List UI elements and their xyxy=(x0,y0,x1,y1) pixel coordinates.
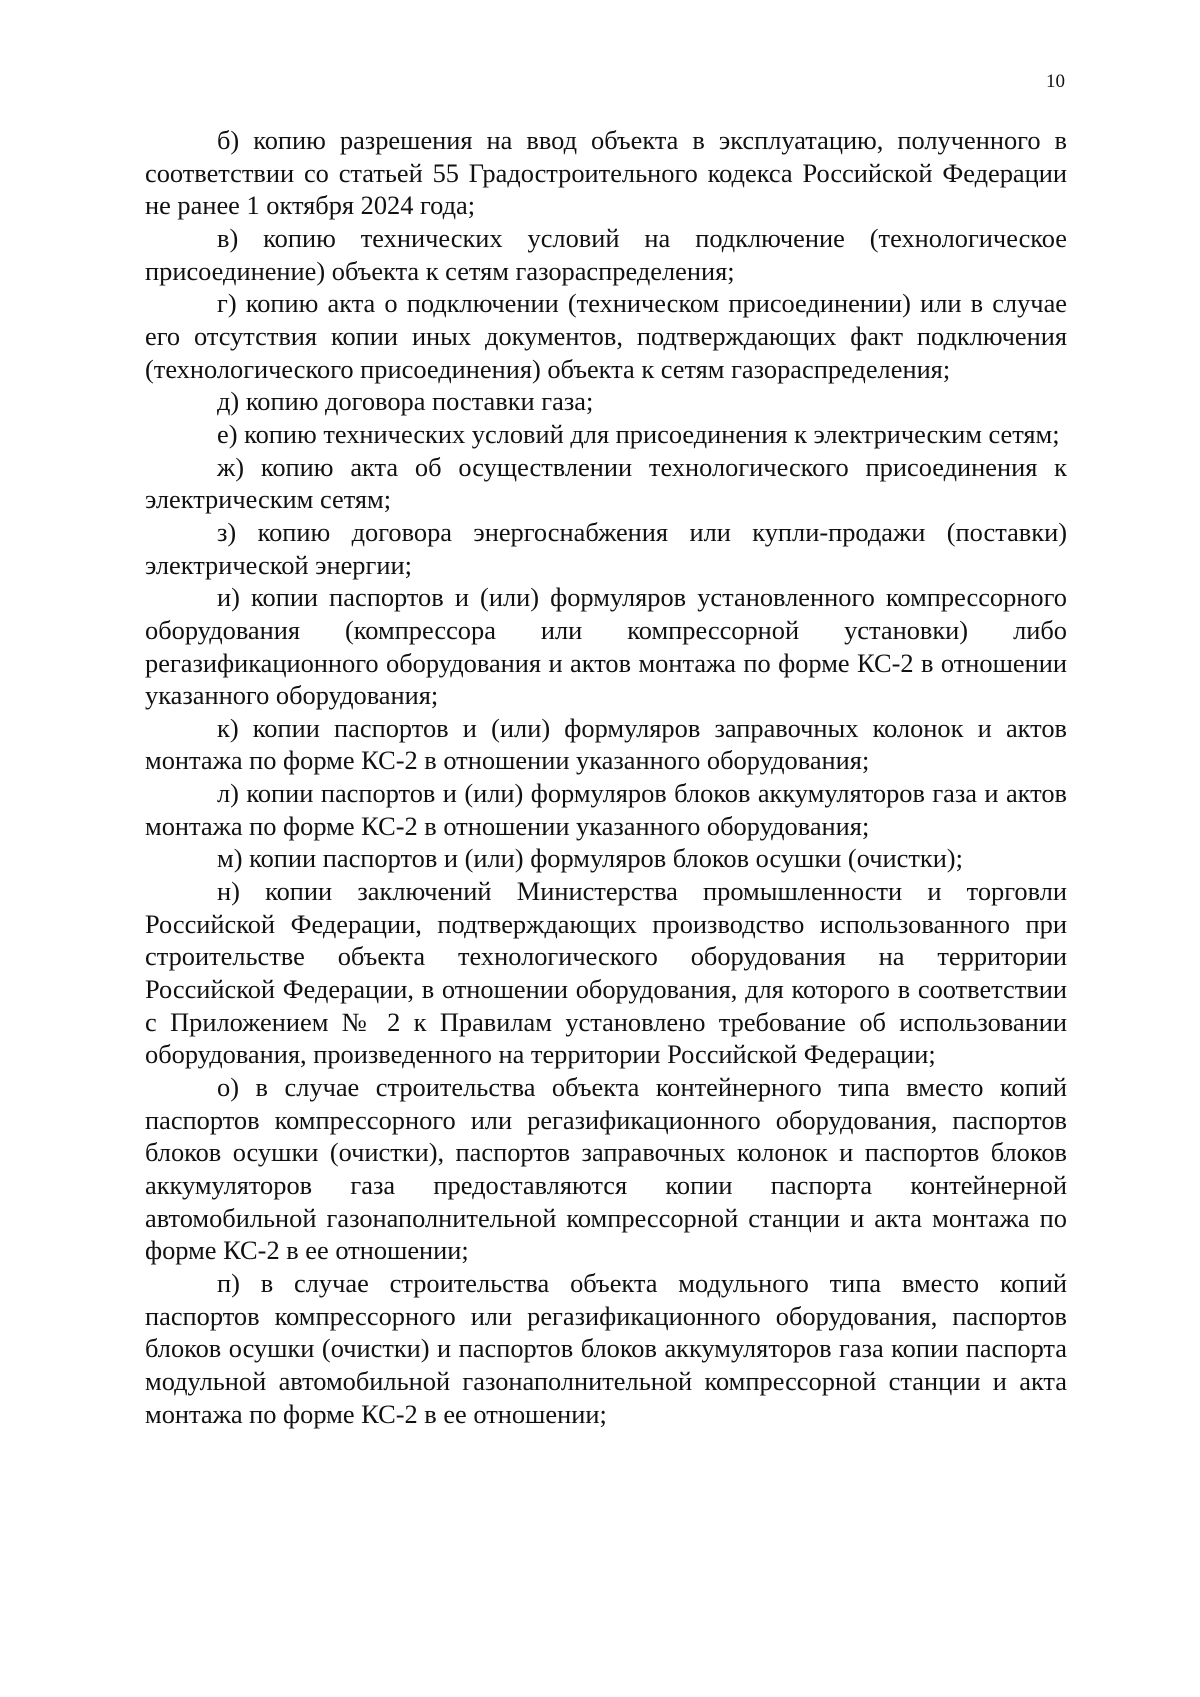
paragraph-d: д) копию договора поставки газа; xyxy=(217,386,594,417)
paragraph-g: г) копию акта о подключении (техническом присоединении) или в случае его отсутствия копии иных документов, подтверждающих факт подключения (технологического присоединения) объекта к сетям газораспределения; xyxy=(145,288,1067,384)
paragraph-l: л) копии паспортов и (или) формуляров блоков аккумуляторов газа и актов монтажа по форме КС-2 в отношении указанного оборудования; xyxy=(145,778,1067,841)
paragraph-e: е) копию технических условий для присоединения к электрическим сетям; xyxy=(217,418,1060,449)
page-number: 10 xyxy=(1046,71,1065,92)
paragraph-b: б) копию разрешения на ввод объекта в эксплуатацию, полученного в соответствии со статьей 55 Градостроительного кодекса Российской Федерации не ранее 1 октября 2024 года; xyxy=(145,125,1067,221)
paragraph-z: з) копию договора энергоснабжения или купли-продажи (поставки) электрической энергии; xyxy=(145,516,1067,580)
paragraph-v: в) копию технических условий на подключение (технологическое присоединение) объекта к сетям газораспределения; xyxy=(145,222,1067,286)
paragraph-m: м) копии паспортов и (или) формуляров блоков осушки (очистки); xyxy=(217,843,963,874)
paragraph-zh: ж) копию акта об осуществлении технологического присоединения к электрическим сетям; xyxy=(145,451,1067,515)
paragraph-k: к) копии паспортов и (или) формуляров заправочных колонок и актов монтажа по форме КС-2 в отношении указанного оборудования; xyxy=(145,712,1067,776)
paragraph-p: п) в случае строительства объекта модульного типа вместо копий паспортов компрессорного или регазификационного оборудования, паспортов блоков осушки (очистки) и паспортов блоков аккумуляторов газа копии паспорта модульной автомобильной газонаполнительной компрессорной станции и акта монтажа по форме КС-2 в ее отношении; xyxy=(145,1267,1067,1429)
document-body xyxy=(145,124,1067,1430)
paragraph-i: и) копии паспортов и (или) формуляров установленного компрессорного оборудования (компрессора или компрессорной установки) либо регазификационного оборудования и актов монтажа по форме КС-2 в отношении указанного оборудования; xyxy=(145,582,1067,711)
paragraph-n: н) копии заключений Министерства промышленности и торговли Российской Федерации, подтверждающих производство использованного при строительстве объекта технологического оборудования на территории Российской Федерации, в отношении оборудования, для которого в соответствии с Приложением № 2 к Правилам установлено требование об использовании оборудования, произведенного на территории Российской Федерации; xyxy=(145,876,1067,1070)
paragraph-o: о) в случае строительства объекта контейнерного типа вместо копий паспортов компрессорного или регазификационного оборудования, паспортов блоков осушки (очистки), паспортов заправочных колонок и паспортов блоков аккумуляторов газа предоставляются копии паспорта контейнерной автомобильной газонаполнительной компрессорной станции и акта монтажа по форме КС-2 в ее отношении; xyxy=(145,1072,1067,1266)
